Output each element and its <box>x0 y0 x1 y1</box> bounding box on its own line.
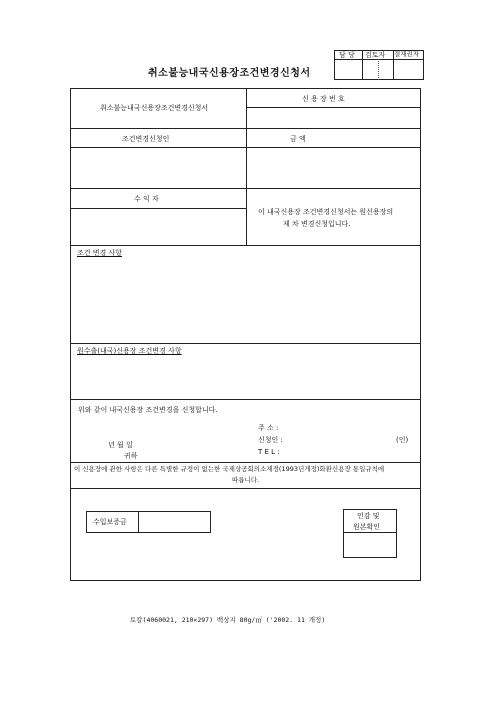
seal-verify-line1: 인감 및 <box>357 512 380 520</box>
notice-line2: 제 차 변경신청입니다. <box>283 220 351 228</box>
notice-line1: 이 내국신용장 조건변경신청서는 원신용장의 <box>258 208 394 216</box>
doc-name-label: 취소불능내국신용장조건변경신청서 <box>100 104 209 112</box>
applicant-label: 조건변경신청인 <box>122 135 170 143</box>
original-lc-label: 원수출(내국)신용장 조건변경 사항 <box>77 347 182 355</box>
stamp-field[interactable] <box>139 512 210 532</box>
beneficiary-field[interactable] <box>71 209 245 244</box>
approval-header-staff: 담 당 <box>339 51 355 59</box>
request-statement: 위와 같이 내국신용장 조건변경을 신청합니다. <box>78 406 218 414</box>
date-label: 년 월 일 <box>108 441 133 449</box>
stamp-label: 수입보증금 <box>93 518 127 526</box>
seal-label: (인) <box>396 436 409 444</box>
conditions-field[interactable] <box>71 260 420 342</box>
conditions-label: 조건 변경 사항 <box>77 249 123 257</box>
lc-number-field[interactable] <box>247 108 420 127</box>
approval-header-approver: 결재권자 <box>394 50 420 58</box>
lc-number-label: 신 용 장 번 호 <box>302 95 345 103</box>
footer-note: 토칼(4060021, 210×297) 백상지 80g/㎡ ('2002. 11 개정) <box>130 616 326 624</box>
rules-text-line1: 이 신용장에 관한 사항은 다른 특별한 규정이 없는한 국제상공회의소제정(1993년개정)화환신용장 통일규칙에 <box>74 465 385 473</box>
amount-label: 금 액 <box>290 135 306 143</box>
approval-header-reviewer: 검토자 <box>365 51 386 59</box>
tel-label: T E L : <box>258 448 280 456</box>
applicant-sign-label: 신청인 : <box>258 436 283 444</box>
rules-text-line2: 따릅니다. <box>232 476 260 484</box>
seal-verify-line2: 원본확인 <box>353 523 381 531</box>
page-title: 취소불능내국신용장조건변경신청서 <box>148 68 311 79</box>
address-label: 주 소 : <box>258 424 279 432</box>
applicant-field[interactable] <box>71 148 245 187</box>
beneficiary-label: 수 익 자 <box>134 195 159 203</box>
original-lc-field[interactable] <box>71 358 420 398</box>
addressee: 귀하 <box>124 452 138 460</box>
amount-field[interactable] <box>247 148 420 187</box>
